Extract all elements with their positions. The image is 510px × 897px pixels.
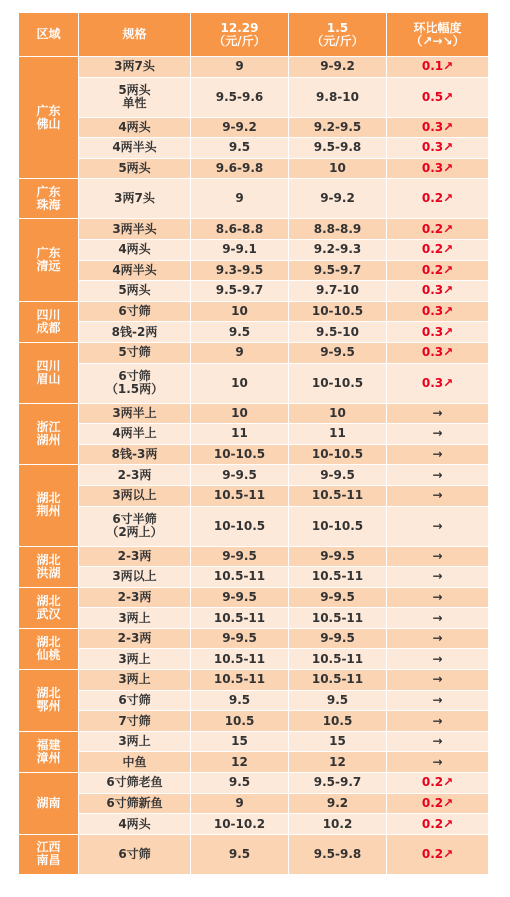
price-1229-cell: 10 xyxy=(191,363,289,403)
price-0105-cell: 9.2-9.5 xyxy=(289,117,387,138)
price-0105-cell: 10.5 xyxy=(289,711,387,732)
header-price-0105: 1.5 （元/斤） xyxy=(289,13,387,57)
price-1229-cell: 9-9.5 xyxy=(191,546,289,567)
price-0105-cell: 10-10.5 xyxy=(289,444,387,465)
region-cell: 湖南 xyxy=(19,773,79,835)
price-0105-cell: 10-10.5 xyxy=(289,301,387,322)
change-cell: 0.2↗ xyxy=(387,179,489,219)
region-cell: 四川 成都 xyxy=(19,301,79,342)
price-1229-cell: 10.5-11 xyxy=(191,608,289,629)
spec-cell: 3两半上 xyxy=(79,403,191,424)
table-row xyxy=(19,57,489,78)
table-row xyxy=(19,731,489,752)
change-cell: → xyxy=(387,649,489,670)
price-0105-cell: 10 xyxy=(289,158,387,179)
change-cell: → xyxy=(387,690,489,711)
region-cell: 浙江 湖州 xyxy=(19,403,79,465)
table-row xyxy=(19,628,489,649)
table-row xyxy=(19,834,489,874)
spec-cell: 5寸筛 xyxy=(79,342,191,363)
region-cell: 广东 佛山 xyxy=(19,57,79,179)
price-1229-cell: 9-9.5 xyxy=(191,628,289,649)
price-1229-cell: 9.5 xyxy=(191,322,289,343)
header-region: 区域 xyxy=(19,13,79,57)
spec-cell: 3两7头 xyxy=(79,57,191,78)
table-row xyxy=(19,506,489,546)
spec-cell: 4两头 xyxy=(79,239,191,260)
change-cell: → xyxy=(387,403,489,424)
table-row xyxy=(19,546,489,567)
price-1229-cell: 12 xyxy=(191,752,289,773)
change-cell: 0.3↗ xyxy=(387,281,489,302)
region-cell: 福建 漳州 xyxy=(19,731,79,772)
price-1229-cell: 10-10.2 xyxy=(191,814,289,835)
price-0105-cell: 9.7-10 xyxy=(289,281,387,302)
table-row xyxy=(19,77,489,117)
table-row xyxy=(19,793,489,814)
table-row xyxy=(19,773,489,794)
table-row xyxy=(19,322,489,343)
spec-cell: 4两头 xyxy=(79,814,191,835)
price-1229-cell: 9.5 xyxy=(191,690,289,711)
table-row xyxy=(19,363,489,403)
table-row xyxy=(19,403,489,424)
change-cell: → xyxy=(387,711,489,732)
price-1229-cell: 9.5 xyxy=(191,834,289,874)
price-0105-cell: 9-9.2 xyxy=(289,179,387,219)
table-row xyxy=(19,567,489,588)
change-cell: → xyxy=(387,506,489,546)
spec-cell: 6寸筛 xyxy=(79,301,191,322)
price-0105-cell: 8.8-8.9 xyxy=(289,219,387,240)
price-1229-cell: 9-9.2 xyxy=(191,117,289,138)
spec-cell: 7寸筛 xyxy=(79,711,191,732)
table-row xyxy=(19,301,489,322)
table-row xyxy=(19,239,489,260)
spec-cell: 4两头 xyxy=(79,117,191,138)
price-1229-cell: 10.5-11 xyxy=(191,649,289,670)
spec-cell: 4两半头 xyxy=(79,260,191,281)
change-cell: 0.2↗ xyxy=(387,260,489,281)
table-row xyxy=(19,117,489,138)
table-row xyxy=(19,424,489,445)
change-cell: 0.3↗ xyxy=(387,301,489,322)
price-1229-cell: 9.5-9.7 xyxy=(191,281,289,302)
region-cell: 湖北 仙桃 xyxy=(19,628,79,669)
price-1229-cell: 9-9.5 xyxy=(191,587,289,608)
region-cell: 广东 清远 xyxy=(19,219,79,301)
price-0105-cell: 10-10.5 xyxy=(289,363,387,403)
table-row xyxy=(19,260,489,281)
price-0105-cell: 9.5-9.8 xyxy=(289,834,387,874)
spec-cell: 6寸筛老鱼 xyxy=(79,773,191,794)
change-cell: → xyxy=(387,567,489,588)
price-0105-cell: 11 xyxy=(289,424,387,445)
spec-cell: 5两头 xyxy=(79,158,191,179)
table-row xyxy=(19,752,489,773)
price-1229-cell: 9-9.5 xyxy=(191,465,289,486)
spec-cell: 2-3两 xyxy=(79,587,191,608)
region-cell: 广东 珠海 xyxy=(19,179,79,219)
table-row xyxy=(19,444,489,465)
table-row xyxy=(19,179,489,219)
change-cell: 0.3↗ xyxy=(387,117,489,138)
change-cell: 0.2↗ xyxy=(387,834,489,874)
price-1229-cell: 10.5-11 xyxy=(191,567,289,588)
spec-cell: 3两上 xyxy=(79,670,191,691)
price-0105-cell: 9.5-9.7 xyxy=(289,260,387,281)
spec-cell: 3两上 xyxy=(79,649,191,670)
price-1229-cell: 15 xyxy=(191,731,289,752)
spec-cell: 6寸半筛 （2两上） xyxy=(79,506,191,546)
change-cell: 0.3↗ xyxy=(387,158,489,179)
price-table xyxy=(18,12,489,875)
spec-cell: 3两7头 xyxy=(79,179,191,219)
table-row xyxy=(19,465,489,486)
region-cell: 湖北 荆州 xyxy=(19,465,79,546)
change-cell: → xyxy=(387,731,489,752)
price-0105-cell: 9-9.5 xyxy=(289,587,387,608)
price-0105-cell: 10.2 xyxy=(289,814,387,835)
change-cell: 0.3↗ xyxy=(387,363,489,403)
change-cell: → xyxy=(387,670,489,691)
table-row xyxy=(19,485,489,506)
spec-cell: 6寸筛新鱼 xyxy=(79,793,191,814)
change-cell: 0.2↗ xyxy=(387,239,489,260)
spec-cell: 3两上 xyxy=(79,608,191,629)
spec-cell: 6寸筛 xyxy=(79,690,191,711)
change-cell: 0.2↗ xyxy=(387,773,489,794)
price-1229-cell: 10.5 xyxy=(191,711,289,732)
table-row xyxy=(19,587,489,608)
price-1229-cell: 9 xyxy=(191,342,289,363)
table-row xyxy=(19,711,489,732)
region-cell: 四川 眉山 xyxy=(19,342,79,403)
spec-cell: 2-3两 xyxy=(79,465,191,486)
table-row xyxy=(19,138,489,159)
price-0105-cell: 9.5-9.8 xyxy=(289,138,387,159)
price-0105-cell: 9-9.5 xyxy=(289,546,387,567)
price-1229-cell: 10 xyxy=(191,403,289,424)
price-0105-cell: 10.5-11 xyxy=(289,485,387,506)
table-row xyxy=(19,608,489,629)
change-cell: 0.1↗ xyxy=(387,57,489,78)
change-cell: → xyxy=(387,546,489,567)
spec-cell: 4两半上 xyxy=(79,424,191,445)
price-0105-cell: 9.2 xyxy=(289,793,387,814)
change-cell: 0.3↗ xyxy=(387,322,489,343)
spec-cell: 4两半头 xyxy=(79,138,191,159)
price-1229-cell: 9 xyxy=(191,793,289,814)
spec-cell: 6寸筛 （1.5两） xyxy=(79,363,191,403)
spec-cell: 6寸筛 xyxy=(79,834,191,874)
price-1229-cell: 10-10.5 xyxy=(191,444,289,465)
header-spec: 规格 xyxy=(79,13,191,57)
change-cell: → xyxy=(387,628,489,649)
header-row xyxy=(19,13,489,57)
price-0105-cell: 9.5-10 xyxy=(289,322,387,343)
price-0105-cell: 9-9.2 xyxy=(289,57,387,78)
spec-cell: 3两以上 xyxy=(79,567,191,588)
change-cell: → xyxy=(387,485,489,506)
spec-cell: 3两以上 xyxy=(79,485,191,506)
table-row xyxy=(19,219,489,240)
price-1229-cell: 9.5 xyxy=(191,138,289,159)
table-row xyxy=(19,158,489,179)
price-0105-cell: 9.5 xyxy=(289,690,387,711)
change-cell: → xyxy=(387,608,489,629)
price-0105-cell: 9.8-10 xyxy=(289,77,387,117)
table-row xyxy=(19,281,489,302)
change-cell: → xyxy=(387,424,489,445)
price-1229-cell: 9-9.1 xyxy=(191,239,289,260)
change-cell: 0.2↗ xyxy=(387,793,489,814)
header-change: 环比幅度 （↗→↘） xyxy=(387,13,489,57)
price-0105-cell: 9.5-9.7 xyxy=(289,773,387,794)
price-1229-cell: 9 xyxy=(191,179,289,219)
spec-cell: 5两头 单性 xyxy=(79,77,191,117)
price-1229-cell: 10-10.5 xyxy=(191,506,289,546)
header-price-1229: 12.29 （元/斤） xyxy=(191,13,289,57)
table-row xyxy=(19,690,489,711)
spec-cell: 5两头 xyxy=(79,281,191,302)
change-cell: 0.2↗ xyxy=(387,814,489,835)
table-row xyxy=(19,814,489,835)
change-cell: → xyxy=(387,465,489,486)
change-cell: 0.3↗ xyxy=(387,138,489,159)
price-0105-cell: 9.2-9.3 xyxy=(289,239,387,260)
price-1229-cell: 9.5-9.6 xyxy=(191,77,289,117)
price-1229-cell: 8.6-8.8 xyxy=(191,219,289,240)
price-0105-cell: 9-9.5 xyxy=(289,465,387,486)
price-1229-cell: 9.6-9.8 xyxy=(191,158,289,179)
change-cell: → xyxy=(387,752,489,773)
price-0105-cell: 10.5-11 xyxy=(289,608,387,629)
price-1229-cell: 10.5-11 xyxy=(191,670,289,691)
price-0105-cell: 10.5-11 xyxy=(289,567,387,588)
region-cell: 湖北 鄂州 xyxy=(19,670,79,732)
region-cell: 江西 南昌 xyxy=(19,834,79,874)
region-cell: 湖北 洪湖 xyxy=(19,546,79,587)
price-0105-cell: 9-9.5 xyxy=(289,628,387,649)
price-1229-cell: 10.5-11 xyxy=(191,485,289,506)
spec-cell: 8钱-3两 xyxy=(79,444,191,465)
price-1229-cell: 9 xyxy=(191,57,289,78)
spec-cell: 2-3两 xyxy=(79,628,191,649)
price-1229-cell: 9.3-9.5 xyxy=(191,260,289,281)
price-table-container xyxy=(18,12,488,875)
region-cell: 湖北 武汉 xyxy=(19,587,79,628)
price-0105-cell: 15 xyxy=(289,731,387,752)
price-1229-cell: 11 xyxy=(191,424,289,445)
price-0105-cell: 10.5-11 xyxy=(289,670,387,691)
spec-cell: 3两上 xyxy=(79,731,191,752)
price-0105-cell: 12 xyxy=(289,752,387,773)
change-cell: → xyxy=(387,444,489,465)
price-0105-cell: 10-10.5 xyxy=(289,506,387,546)
price-0105-cell: 10 xyxy=(289,403,387,424)
price-1229-cell: 10 xyxy=(191,301,289,322)
change-cell: 0.3↗ xyxy=(387,342,489,363)
spec-cell: 2-3两 xyxy=(79,546,191,567)
spec-cell: 8钱-2两 xyxy=(79,322,191,343)
price-0105-cell: 10.5-11 xyxy=(289,649,387,670)
table-row xyxy=(19,670,489,691)
spec-cell: 中鱼 xyxy=(79,752,191,773)
table-body xyxy=(19,57,489,875)
table-row xyxy=(19,649,489,670)
change-cell: 0.2↗ xyxy=(387,219,489,240)
table-row xyxy=(19,342,489,363)
change-cell: → xyxy=(387,587,489,608)
price-1229-cell: 9.5 xyxy=(191,773,289,794)
spec-cell: 3两半头 xyxy=(79,219,191,240)
change-cell: 0.5↗ xyxy=(387,77,489,117)
price-0105-cell: 9-9.5 xyxy=(289,342,387,363)
